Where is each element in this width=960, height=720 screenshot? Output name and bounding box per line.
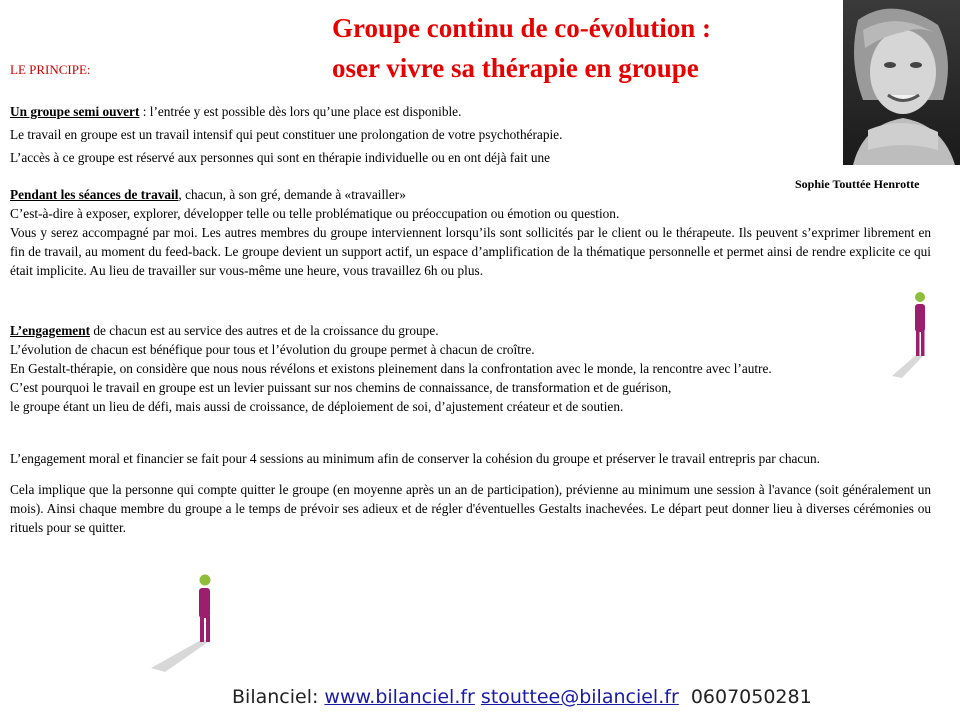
engagement-text: de chacun est au service des autres et de la croissance du groupe.: [90, 323, 439, 338]
accompaniment-text: Vous y serez accompagné par moi. Les autres membres du groupe interviennent lorsqu’ils sont sollicités par le client ou le thérapeute. Ils peuvent s’exprimer librement en fin de travail, au moment du feed-back. Le groupe devient un support actif, un espace d’amplification de la thématique personnelle et permet ainsi de rendre explicite ce qui était implicite. Au lieu de travailler sur vous-même une heure, vous travaillez 6h ou plus.: [10, 225, 931, 278]
figure-head-right: [915, 292, 925, 302]
challenge-text: le groupe étant un lieu de défi, mais aussi de croissance, de déploiement de soi, d’ajustement créateur et de soutien.: [10, 399, 624, 414]
person-figure-left-icon: [145, 572, 225, 677]
section-label: LE PRINCIPE:: [10, 62, 91, 77]
lever-text: C’est pourquoi le travail en groupe est un levier puissant sur nos chemins de connaissance, de transformation et de guérison,: [10, 380, 672, 395]
semi-open-text: : l’entrée y est possible dès lors qu’une place est disponible.: [139, 104, 462, 119]
sessions-text: , chacun, à son gré, demande à «travailler»: [178, 187, 406, 202]
intro-block: [10, 102, 931, 167]
commitment-block: [10, 449, 931, 537]
gestalt-text: En Gestalt-thérapie, on considère que nous nous révélons et existons pleinement dans la confrontation avec le monde, la rencontre avec l’autre.: [10, 361, 772, 376]
engagement-lead: L’engagement: [10, 323, 91, 338]
explore-text: C’est-à-dire à exposer, explorer, développer telle ou telle problématique ou préoccupation ou émotion ou question.: [10, 206, 620, 221]
email-link[interactable]: stouttee@bilanciel.fr: [480, 686, 679, 708]
figure-head-left: [200, 575, 211, 586]
semi-open-lead: Un groupe semi ouvert: [10, 104, 140, 119]
leaving-text: Cela implique que la personne qui compte quitter le groupe (en moyenne après un an de participation), prévienne au minimum une session à l'avance (soit généralement un mois). Ainsi chaque membre du groupe a le temps de prévoir ses adieux et de régler d'éventuelles Gestalts inachevées. Le départ peut donner lieu à diverses cérémonies ou rituels pour se quitter.: [10, 482, 931, 535]
engagement-block: [10, 321, 931, 416]
title-line-2: oser vivre sa thérapie en groupe: [332, 53, 699, 83]
person-figure-right-icon: [880, 290, 940, 380]
portrait-caption: Sophie Touttée Henrotte: [795, 177, 920, 191]
sessions-lead: Pendant les séances de travail: [10, 187, 179, 202]
footer-brand: Bilanciel:: [232, 686, 319, 708]
intensive-work-text: Le travail en groupe est un travail intensif qui peut constituer une prolongation de votre psychothérapie.: [10, 127, 563, 142]
page-title: [332, 8, 832, 88]
title-line-1: Groupe continu de co-évolution :: [332, 13, 712, 43]
sessions-block: [10, 185, 931, 280]
access-text: L’accès à ce groupe est réservé aux personnes qui sont en thérapie individuelle ou en ont déjà fait une: [10, 150, 551, 165]
phone-number: 0607050281: [690, 686, 812, 708]
evolution-text: L’évolution de chacun est bénéfique pour tous et l’évolution du groupe permet à chacun de croître.: [10, 342, 535, 357]
website-link[interactable]: www.bilanciel.fr: [324, 686, 475, 708]
footer-contact: [232, 686, 812, 708]
commitment-text: L’engagement moral et financier se fait pour 4 sessions au minimum afin de conserver la cohésion du groupe et préserver le travail entrepris par chacun.: [10, 451, 820, 466]
